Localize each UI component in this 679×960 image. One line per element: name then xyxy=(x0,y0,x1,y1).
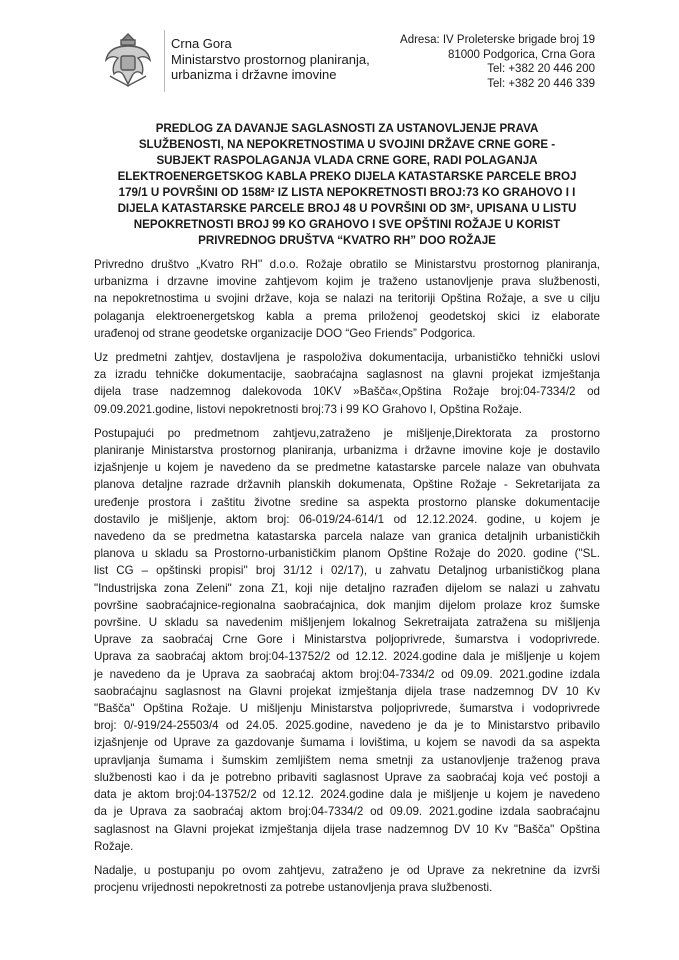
paragraph-line: 09.09.2021.godine, listovi nepokretnosti broj:73 i 99 KO Grahovo I, Opština Rožaje. xyxy=(94,402,522,416)
paragraph-line: planova u skladu sa Prostorno-urbanističkim planom Opštine Rožaje do 2020. godine ("SL. xyxy=(94,547,600,561)
paragraph-line: Uprava za saobraćaj aktom broj:04-13752/2 od 12.12. 2024.godine dala je mišljenje u kojem xyxy=(94,650,600,664)
paragraph-line: je navedeno da je Uprava za saobraćaj aktom broj:04-7334/2 od 09.09. 2021.godine izdala xyxy=(94,667,600,681)
paragraph-line: dijela trase nadzemnog dalekovoda 10KV »Bašča«,Opština Rožaje broj:04-7334/2 od xyxy=(94,385,600,399)
title-line: DIJELA KATASTARSKE PARCELE BROJ 48 U POVRŠINI OD 3M², UPISANA U LISTU xyxy=(117,202,577,215)
paragraph-line: "Industrijska zona Zeleni" zona Z1, koji nije detaljno razrađen dijelom se nalazi u zahvatu xyxy=(94,581,600,595)
paragraph-line: Postupajući po predmetnom zahtjevu,zatraženo je mišljenje,Direktorata za prostorno xyxy=(94,426,600,440)
paragraph-line: izjašnjenje u kojem je navedeno da se predmetne katastarske parcele nalaze van obuhvata xyxy=(94,461,600,475)
paragraph-line: Nadalje, u postupanju po ovom zahtjevu, zatraženo je od Uprave za nekretnine da izvrši xyxy=(94,863,600,877)
org-line: Crna Gora xyxy=(171,36,232,51)
title-line: 179/1 U POVRŠINI OD 158M² IZ LISTA NEPOKRETNOSTI BROJ:73 KO GRAHOVO I I xyxy=(118,186,576,199)
paragraph-line: Rožaje. xyxy=(94,839,134,853)
paragraph-line: polaganja elektroenergetskog kabla a prema priloženoj geodetskoj skici iz elaborate xyxy=(94,309,600,323)
paragraph-line: dostavilo je mišljenje, aktom broj: 06-019/24-614/1 od 12.12.2024. godine, u kojem je xyxy=(94,512,600,526)
paragraph-line: planiranje Ministarstva prostornog planiranja, urbanizma i državne imovine koje je dostavilo xyxy=(94,444,600,458)
title-line: NEPOKRETNOSTI BROJ 99 KO GRAHOVO I SVE OPŠTINI ROŽAJE U KORIST xyxy=(133,218,561,231)
paragraph-line: planova detaljne razrade državnih planskih dokumenata, Opštine Rožaje - Sekretarijata za xyxy=(94,478,600,492)
org-line: Ministarstvo prostornog planiranja, xyxy=(171,51,370,67)
paragraph-documentation xyxy=(94,349,600,418)
title-line: PREDLOG ZA DAVANJE SAGLASNOSTI ZA USTANOVLJENJE PRAVA xyxy=(155,122,539,135)
phone-line: Tel: +382 20 446 200 xyxy=(487,63,595,75)
paragraph-opinions xyxy=(94,425,600,855)
paragraph-line: službenosti kao i da je potrebno pribaviti saglasnost Uprave za saobraćaj koja već postoji a xyxy=(94,770,600,784)
title-line: ELEKTROENERGETSKOG KABLA PREKO DIJELA KATASTARSKE PARCELE BROJ xyxy=(117,170,577,183)
paragraph-line: urbanizma i drzavne imovine zahtjevom kojim je traženo ustanovljenje prava službenosti, xyxy=(94,275,600,289)
document-body xyxy=(94,121,600,896)
paragraph-line: upravljanja šumama i šumskim zemljištem nema smetnji za ustanovljenje traženog prava xyxy=(94,753,600,767)
paragraph-line: broj: 0/-919/24-25503/4 od 24.05. 2025.godine, navedeno je da je to Ministarstvo pribavilo xyxy=(94,719,600,733)
paragraph-line: "Bašča" Opština Rožaje. U mišljenju Ministarstva poljoprivrede, šumarstva i vodoprivrede xyxy=(94,702,600,716)
paragraph-line: da je Uprava za saobraćaj aktom broj:04-7334/2 od 09.09. 2021.godine izdala saobraćajnu xyxy=(94,805,600,819)
title-line: SLUŽBENOSTI, NA NEPOKRETNOSTIMA U SVOJINI DRŽAVE CRNE GORE - xyxy=(138,138,556,151)
paragraph-line: površine saobraćajnice-regionalna saobraćajnica, dok manjim dijelom prolaze kroz šumske xyxy=(94,598,600,612)
paragraph-line: saglasnost na Glavni projekat izmještanja dijela trase nadzemnog DV 10 Kv "Bašča" Opština xyxy=(94,822,600,836)
title-line: SUBJEKT RASPOLAGANJA VLADA CRNE GORE, RADI POLAGANJA xyxy=(156,154,538,167)
header-divider xyxy=(164,30,165,92)
title-line: PRIVREDNOG DRUŠTVA “KVATRO RH” DOO ROŽAJE xyxy=(198,234,496,247)
paragraph-valuation xyxy=(94,862,600,896)
phone-line: Tel: +382 20 446 339 xyxy=(487,77,595,90)
org-line: urbanizma i državne imovine xyxy=(171,67,337,82)
paragraph-line: saobraćajnu saglasnost na Glavni projekat izmještanja dijela trase nadzemnog DV 10 Kv xyxy=(94,684,600,698)
address-line: Adresa: IV Proleterske brigade broj 19 xyxy=(400,34,595,46)
paragraph-line: data je aktom broj:04-13752/2 od 12.12. 2024.godine dala je mišljenje u kojem je navedeno xyxy=(94,788,600,802)
paragraph-line: Privredno društvo „Kvatro RH'' d.o.o. Rožaje obratilo se Ministarstvu prostornog planiranja, xyxy=(94,258,600,271)
paragraph-line: urađenoj od strane geodetske organizacije DOO “Geo Friends” Podgorica. xyxy=(94,326,476,340)
address-line: 81000 Podgorica, Crna Gora xyxy=(447,48,595,61)
coat-of-arms-icon xyxy=(102,32,154,88)
paragraph-line: za izradu tehničke dokumentacije, saobraćajna saglasnost na glavni projekat izmještanja xyxy=(94,368,600,382)
paragraph-line: Uprave za saobraćaj Crne Gore i Ministarstva poljoprivrede, šumarstva i vodoprivrede. xyxy=(94,633,600,647)
ministry-name xyxy=(171,36,370,83)
paragraph-line: površine. U skladu sa navedenim mišljenjem lokalnog Sekretraijata zatražena su mišljenja xyxy=(94,616,600,630)
document-title xyxy=(94,121,600,249)
contact-address xyxy=(400,33,595,91)
paragraph-request xyxy=(94,256,600,342)
paragraph-line: izjašnjenje od Uprave za gazdovanje šumama i lovištima, u kojem se navodi da sa aspekta xyxy=(94,736,600,750)
paragraph-line: navedeno da se predmetna katastarska parcela nalaze van granica detaljnih urbanističkih xyxy=(94,530,600,544)
paragraph-line: procjenu vrijednosti nepokretnosti za potrebe ustanovljenja prava službenosti. xyxy=(94,881,493,895)
paragraph-line: uređenje prostora i zaštitu životne sredine sa aspekta prostorno planske dokumentacije xyxy=(94,495,600,509)
paragraph-line: na nepokretnostima u svojini države, koja se nalazi na teritoriji Opština Rožaje, a sve u cilju xyxy=(94,292,600,306)
paragraph-line: list CG – opštinski propisi'' broj 31/12 i 02/17), u zahvatu Detaljnog urbanističkog plana xyxy=(94,564,600,578)
paragraph-line: Uz predmetni zahtjev, dostavljena je raspoloživa dokumentacija, urbanističko tehnički uslovi xyxy=(94,351,600,365)
